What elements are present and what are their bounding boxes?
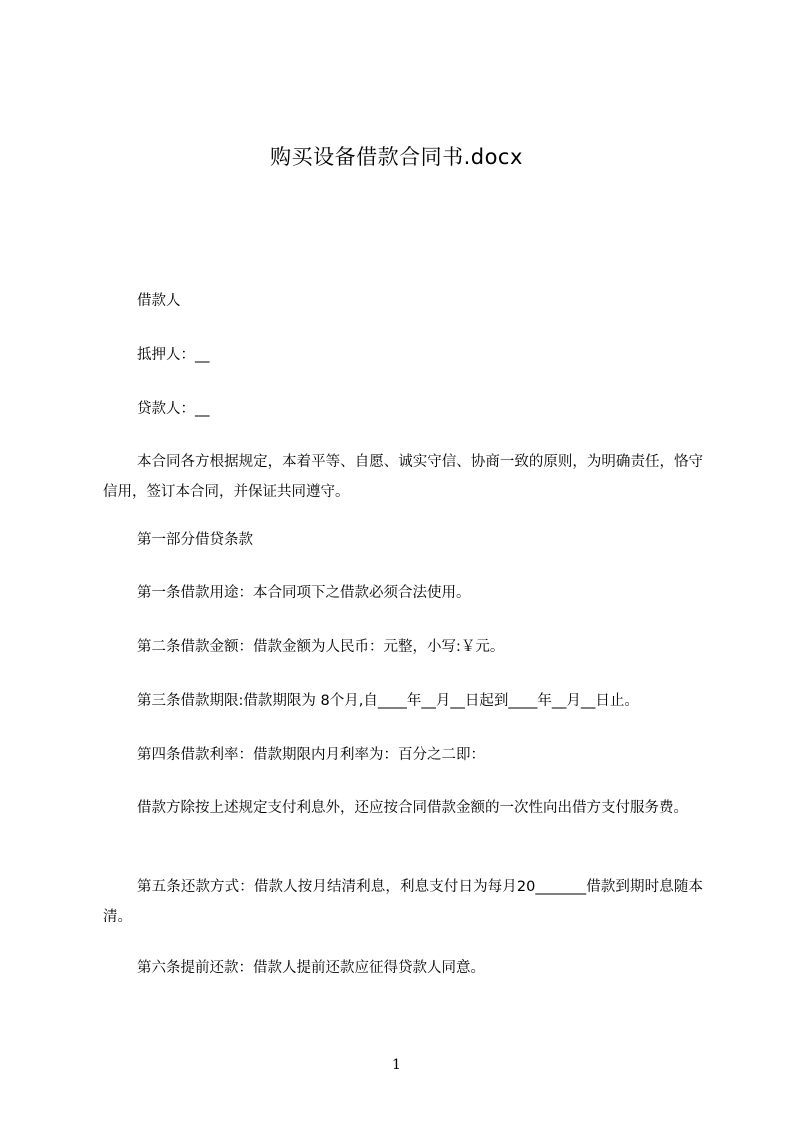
preamble-paragraph: 本合同各方根据规定，本着平等、自愿、诚实守信、协商一致的原则，为明确责任，恪守信用，签订本合同，并保证共同遵守。 — [103, 454, 703, 500]
article-5: 第五条还款方式：借款人按月结清利息，利息支付日为每月20_______借款到期时息随本清。 — [103, 879, 703, 925]
page-number: 1 — [392, 1057, 401, 1073]
document-title: 购买设备借款合同书.docx — [270, 145, 523, 169]
borrower-line: 借款人 — [137, 293, 181, 309]
article-1: 第一条借款用途：本合同项下之借款必须合法使用。 — [137, 585, 471, 601]
article-3: 第三条借款期限:借款期限为 8个月,自____年__月__日起到____年__月__日止。 — [137, 693, 639, 709]
article-4: 第四条借款利率：借款期限内月利率为：百分之二即： — [137, 747, 485, 763]
mortgagor-line: 抵押人：__ — [137, 347, 210, 363]
service-fee-paragraph: 借款方除按上述规定支付利息外，还应按合同借款金额的一次性向出借方支付服务费。 — [137, 800, 688, 816]
section-heading: 第一部分借贷条款 — [137, 532, 253, 548]
article-6: 第六条提前还款：借款人提前还款应征得贷款人同意。 — [137, 960, 485, 976]
article-2: 第二条借款金额：借款金额为人民币：元整，小写:￥元。 — [137, 639, 505, 655]
lender-line: 贷款人：__ — [137, 401, 210, 417]
